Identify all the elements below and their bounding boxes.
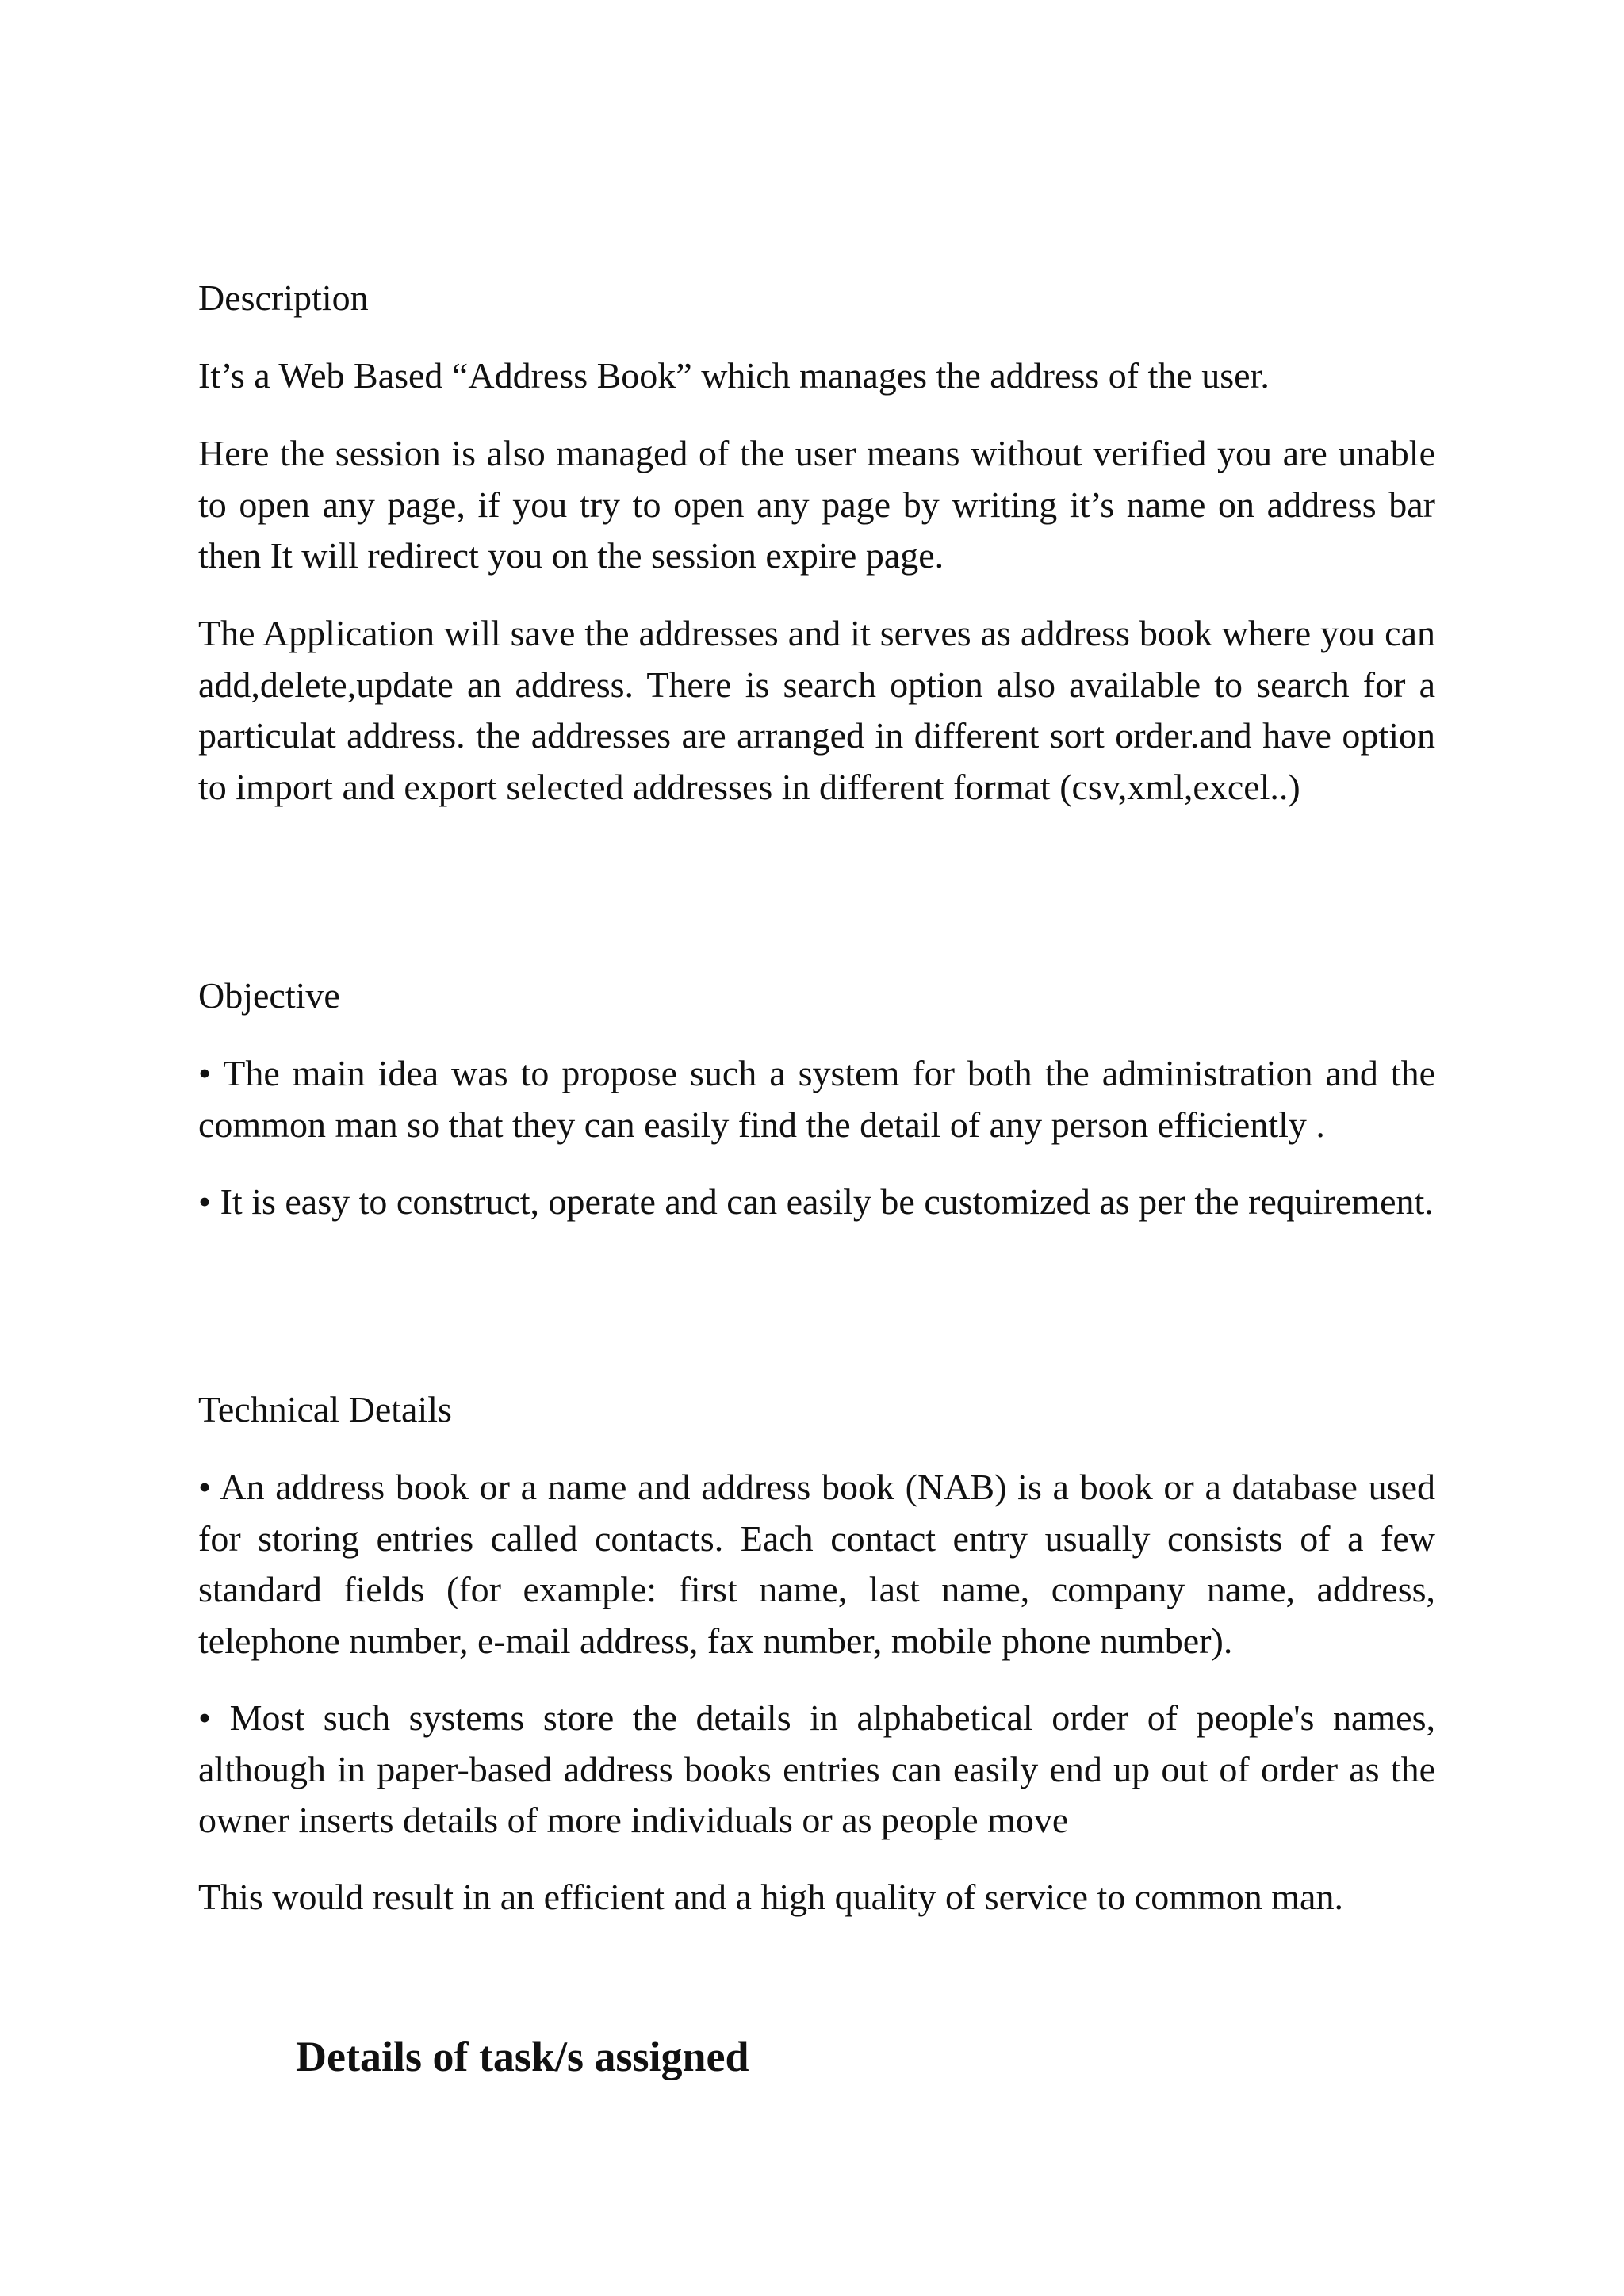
- technical-section: [198, 1384, 1435, 1435]
- tasks-heading: Details of task/s assigned: [296, 2033, 749, 2080]
- technical-paragraph-2-block: [198, 1693, 1435, 1846]
- description-paragraph-1-block: [198, 350, 1435, 402]
- description-paragraph-3-block: [198, 608, 1435, 813]
- technical-heading: Technical Details: [198, 1389, 452, 1429]
- objective-heading: Objective: [198, 975, 340, 1016]
- description-paragraph-2-block: [198, 428, 1435, 582]
- objective-paragraph-1-block: [198, 1048, 1435, 1150]
- description-paragraph-1: It’s a Web Based “Address Book” which manages the address of the user.: [198, 355, 1270, 396]
- objective-paragraph-1: • The main idea was to propose such a system for both the administration and the common man so that they can easily find the detail of any person efficiently .: [198, 1053, 1435, 1145]
- description-paragraph-2: Here the session is also managed of the user means without verified you are unable to open any page, if you try to open any page by writing it’s name on address bar then It will redirect you on the session expire page.: [198, 433, 1435, 576]
- description-heading: Description: [198, 277, 369, 318]
- technical-paragraph-3-block: [198, 1872, 1435, 1923]
- description-section: [198, 273, 1435, 323]
- description-paragraph-3: The Application will save the addresses and it serves as address book where you can add,delete,update an address. There is search option also available to search for a particulat address. the addresses are arranged in different sort order.and have option to import and export selected addresses in different format (csv,xml,excel..): [198, 613, 1435, 807]
- technical-paragraph-1-block: [198, 1462, 1435, 1667]
- objective-paragraph-2-block: [198, 1177, 1435, 1228]
- technical-paragraph-3: This would result in an efficient and a high quality of service to common man.: [198, 1877, 1343, 1917]
- technical-paragraph-1: • An address book or a name and address book (NAB) is a book or a database used for storing entries called contacts. Each contact entry usually consists of a few standard fields (for example: first name, last name, company name, address, telephone number, e-mail address, fax number, mobile phone number).: [198, 1467, 1435, 1661]
- technical-paragraph-2: • Most such systems store the details in alphabetical order of people's names, although in paper-based address books entries can easily end up out of order as the owner inserts details of more individuals or as people move: [198, 1697, 1435, 1840]
- objective-paragraph-2: • It is easy to construct, operate and can easily be customized as per the requirement.: [198, 1181, 1434, 1222]
- objective-section: [198, 970, 1435, 1021]
